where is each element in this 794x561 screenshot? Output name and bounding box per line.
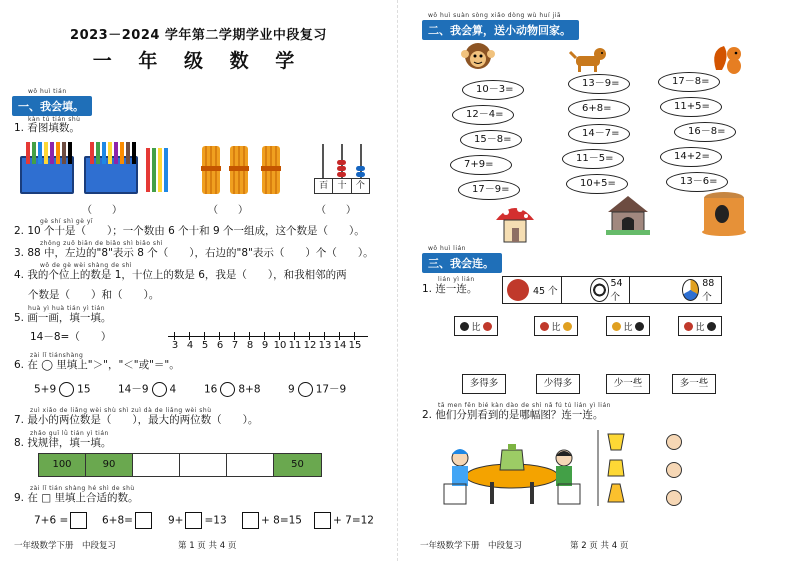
section1-header: 一、我会填。 (12, 96, 92, 116)
calc-oval[interactable]: 13－6= (666, 172, 728, 192)
number-line-tick (279, 332, 280, 340)
squirrel-icon (710, 40, 746, 80)
pattern-cell: 90 (86, 454, 133, 476)
number-line-label: 7 (231, 340, 239, 351)
pot-options (596, 428, 636, 512)
compare-circle[interactable] (298, 382, 313, 397)
q5-text: 5. 画一画，填一填。 (14, 312, 112, 324)
number-line-tick (294, 332, 295, 340)
number-line-tick (264, 332, 265, 340)
q7-pinyin: zuì xiǎo de liǎng wèi shù shì zuì dà de liǎng wèi shù (30, 407, 212, 414)
section3-header: 三、我会连。 (422, 253, 502, 273)
q9-item-3: 9+ =13 (168, 512, 227, 529)
abacus-label-hundreds: 百 (315, 179, 333, 193)
pattern-cell-blank[interactable] (227, 454, 274, 476)
number-line-tick (219, 332, 220, 340)
q2-pinyin: gè shí shì gè yī (40, 218, 94, 225)
q6-item-4: 9 17－9 (288, 383, 347, 396)
calc-oval[interactable]: 7+9= (450, 155, 512, 175)
compare-circle[interactable] (152, 382, 167, 397)
calc-oval[interactable]: 12－4= (452, 105, 514, 125)
child-face-icon (666, 462, 682, 478)
basketball-icon (507, 279, 529, 301)
dog-icon (568, 42, 610, 78)
q4-pinyin: wǒ de gè wèi shàng de shì (40, 262, 133, 269)
answer-box[interactable] (185, 512, 202, 529)
pencil-box-1 (20, 156, 74, 194)
number-line-label: 5 (201, 340, 209, 351)
q4-text-2: 个数是（ ）和（ ）。 (28, 289, 160, 301)
q6-text: 6. 在 ◯ 里填上"＞"，"＜"或"＝"。 (14, 359, 180, 371)
calc-oval[interactable]: 6+8= (568, 99, 630, 119)
q1-blank-3[interactable]: （ ） (316, 205, 356, 216)
ball-count: 88 个 (702, 277, 715, 303)
q4-text: 4. 我的个位上的数是 1，十位上的数是 6，我是（ ），和我相邻的两 (14, 269, 347, 281)
q3-text: 3. 88 中，左边的"8"表示 8 个（ ），右边的"8"表示（ ）个（ ）。 (14, 247, 374, 259)
calc-oval[interactable]: 17－9= (458, 180, 520, 200)
tree-stump-house-icon (700, 190, 748, 240)
footer-page: 第 1 页 共 4 页 (178, 541, 237, 551)
q9-item-1: 7+6 = (34, 512, 89, 529)
q1-blank-2[interactable]: （ ） (208, 205, 248, 216)
mushroom-house-icon (494, 200, 536, 248)
child-face-icon (666, 490, 682, 506)
q1-text: 1. 看图填数。 (14, 122, 80, 134)
compare-box[interactable]: 比 (534, 316, 578, 336)
answer-box[interactable] (135, 512, 152, 529)
answer-box[interactable] (70, 512, 87, 529)
page-title: 2023－2024 学年第二学期学业中段复习 (70, 28, 327, 43)
word-option[interactable]: 少得多 (536, 374, 580, 394)
calc-oval[interactable]: 11+5= (660, 97, 722, 117)
q8-pinyin: zhǎo guī lǜ tián yì tián (30, 430, 109, 437)
answer-box[interactable] (242, 512, 259, 529)
calc-oval[interactable]: 10－3= (462, 80, 524, 100)
number-line-tick (174, 332, 175, 340)
subject-title: 一 年 级 数 学 (92, 50, 305, 72)
pattern-cell: 50 (274, 454, 321, 476)
ball-group-1 (502, 276, 562, 304)
word-option[interactable]: 多一些 (672, 374, 716, 394)
stick-bundle (202, 146, 220, 194)
calc-oval[interactable]: 16－8= (674, 122, 736, 142)
calc-oval[interactable]: 15－8= (460, 130, 522, 150)
number-line-label: 6 (216, 340, 224, 351)
compare-circle[interactable] (59, 382, 74, 397)
number-line-tick (324, 332, 325, 340)
abacus (314, 144, 370, 194)
number-line-label: 12 (303, 340, 317, 351)
abacus-label-tens: 十 (333, 179, 351, 193)
word-option[interactable]: 多得多 (462, 374, 506, 394)
ball-group-3 (630, 276, 722, 304)
pattern-cell: 100 (39, 454, 86, 476)
r-q2-text: 2. 他们分别看到的是哪幅图？连一连。 (422, 409, 604, 421)
r-q1-pinyin: lián yì lián (438, 276, 475, 283)
compare-box[interactable]: 比 (606, 316, 650, 336)
abacus-label-ones: 个 (355, 181, 365, 191)
number-line-tick (249, 332, 250, 340)
q9-item-2: 6+8= (102, 512, 154, 529)
pencil-box-2 (84, 156, 138, 194)
q9-item-4: + 8=15 (240, 512, 302, 529)
calc-oval[interactable]: 13－9= (568, 74, 630, 94)
volleyball-icon (682, 279, 699, 301)
q9-text: 9. 在 □ 里填上合适的数。 (14, 492, 139, 504)
child-face-icon (666, 434, 682, 450)
footer-left: 一年级数学下册 中段复习 (420, 541, 523, 551)
calc-oval[interactable]: 14－7= (568, 124, 630, 144)
number-line-label: 8 (246, 340, 254, 351)
q2-text: 2. 10 个十是（ ）；一个数由 6 个十和 9 个一组成，这个数是（ ）。 (14, 225, 365, 237)
q6-item-3: 16 8+8 (204, 383, 261, 396)
q7-text: 7. 最小的两位数是（ ），最大的两位数（ ）。 (14, 414, 259, 426)
r-q1-text: 1. 连一连。 (422, 283, 478, 295)
number-line-label: 11 (288, 340, 302, 351)
r-q2-pinyin: tā men fēn bié kàn dào de shì nǎ fú tú lián yì lián (438, 402, 611, 409)
q1-blank-1[interactable]: （ ） (82, 205, 122, 216)
monkey-icon (458, 40, 498, 80)
ball-count: 54 个 (610, 277, 623, 303)
number-line-tick (204, 332, 205, 340)
number-line-label: 10 (273, 340, 287, 351)
number-line-label: 9 (261, 340, 269, 351)
number-line-label: 14 (333, 340, 347, 351)
q3-pinyin: zhōng zuǒ biān de biǎo shì biǎo shì (40, 240, 164, 247)
pencil-icon (146, 148, 150, 192)
number-line-label: 15 (348, 340, 362, 351)
table-scene (442, 428, 582, 512)
section1-pinyin: wǒ huì tián (28, 88, 67, 95)
compare-box[interactable]: 比 (454, 316, 498, 336)
section2-header: 二、我会算，送小动物回家。 (422, 20, 579, 40)
number-line-label: 13 (318, 340, 332, 351)
calc-oval[interactable]: 14+2= (660, 147, 722, 167)
number-line-tick (309, 332, 310, 340)
q6-pinyin: zài lǐ tiánshàng (30, 352, 84, 359)
number-line-tick (234, 332, 235, 340)
compare-box[interactable]: 比 (678, 316, 722, 336)
q1-pinyin: kàn tú tián shù (28, 116, 81, 123)
number-line (168, 330, 368, 352)
dog-house-icon (606, 194, 650, 240)
ball-group-2 (562, 276, 630, 304)
page-right (397, 0, 794, 561)
pattern-cell-blank[interactable] (180, 454, 227, 476)
q6-item-1: 5+9 15 (34, 383, 91, 396)
pattern-cell-blank[interactable] (133, 454, 180, 476)
q6-item-2: 14－9 4 (118, 383, 177, 396)
q8-text: 8. 找规律，填一填。 (14, 437, 112, 449)
footer-page: 第 2 页 共 4 页 (570, 541, 629, 551)
soccer-ball-icon (590, 278, 609, 302)
number-line-label: 3 (171, 340, 179, 351)
pattern-row (38, 453, 322, 477)
q5-pinyin: huà yì huà tián yì tián (28, 305, 106, 312)
calc-oval[interactable]: 11－5= (562, 149, 624, 169)
stick-bundle (230, 146, 248, 194)
word-option[interactable]: 少一些 (606, 374, 650, 394)
q9-item-5: + 7=12 (312, 512, 374, 529)
answer-box[interactable] (314, 512, 331, 529)
compare-circle[interactable] (220, 382, 235, 397)
stick-bundle (262, 146, 280, 194)
q5-equation: 14－8=（ ） (30, 331, 112, 343)
pencil-icon (158, 148, 162, 192)
pencil-icon (152, 148, 156, 192)
q9-pinyin: zài lǐ tián shàng hé shì de shù (30, 485, 135, 492)
calc-oval[interactable]: 10+5= (566, 174, 628, 194)
pencil-icon (164, 148, 168, 192)
number-line-tick (354, 332, 355, 340)
ball-count: 45 个 (533, 286, 558, 297)
section3-pinyin: wǒ huì lián (428, 245, 466, 252)
number-line-label: 4 (186, 340, 194, 351)
section2-pinyin: wǒ huì suàn sòng xiǎo dòng wù huí jiā (428, 12, 562, 19)
calc-oval[interactable]: 17－8= (658, 72, 720, 92)
number-line-tick (339, 332, 340, 340)
footer-left: 一年级数学下册 中段复习 (14, 541, 117, 551)
number-line-tick (189, 332, 190, 340)
